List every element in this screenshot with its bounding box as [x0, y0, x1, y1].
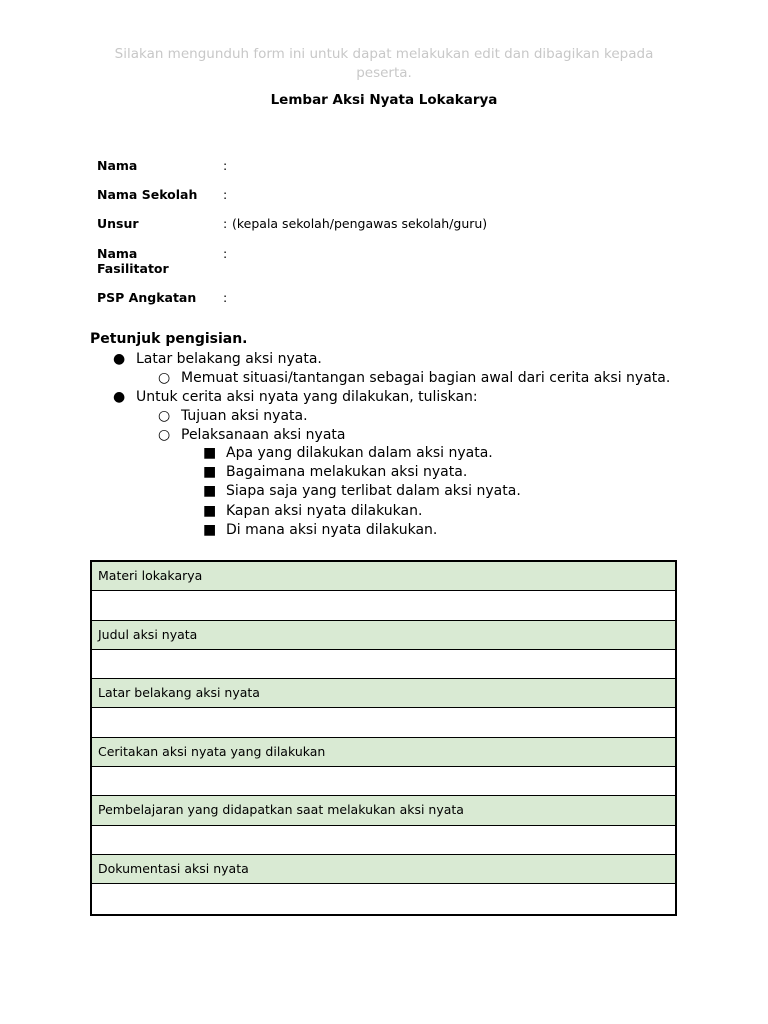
table-input-row[interactable]: [92, 884, 675, 913]
field-separator: :: [223, 158, 228, 173]
page-title: Lembar Aksi Nyata Lokakarya: [270, 92, 498, 108]
field-label: [97, 246, 207, 276]
section-label: Dokumentasi aksi nyata: [98, 860, 249, 876]
field-label: Unsur: [97, 216, 139, 231]
list-item-text: Apa yang dilakukan dalam aksi nyata.: [226, 445, 493, 461]
list-item-text: Tujuan aksi nyata.: [181, 408, 308, 424]
list-item-text: Bagaimana melakukan aksi nyata.: [226, 464, 468, 480]
table-section-header: [92, 621, 675, 650]
table-input-row[interactable]: [92, 708, 675, 737]
field-value[interactable]: (kepala sekolah/pengawas sekolah/guru): [232, 216, 488, 231]
field-separator: :: [223, 216, 228, 231]
section-label: Judul aksi nyata: [98, 626, 198, 642]
table-section-header: [92, 796, 675, 825]
table-input-row[interactable]: [92, 591, 675, 620]
list-item-text: Di mana aksi nyata dilakukan.: [226, 522, 438, 538]
list-item-text: Siapa saja yang terlibat dalam aksi nyata.: [226, 483, 521, 499]
list-item-text: Kapan aksi nyata dilakukan.: [226, 503, 423, 519]
section-label: Latar belakang aksi nyata: [98, 685, 260, 701]
table-section-header: [92, 855, 675, 884]
instructions-heading: Petunjuk pengisian.: [90, 331, 248, 347]
field-label: Nama: [97, 158, 138, 173]
field-label: PSP Angkatan: [97, 290, 197, 305]
table-input-row[interactable]: [92, 826, 675, 855]
field-separator: :: [223, 187, 228, 202]
list-item-text: Untuk cerita aksi nyata yang dilakukan, tuliskan:: [136, 389, 478, 405]
field-label-line: Fasilitator: [97, 261, 169, 276]
table-section-header: [92, 738, 675, 767]
hollow-bullet-icon: ○: [158, 370, 171, 386]
square-bullet-icon: ■: [203, 503, 217, 519]
field-label: Nama Sekolah: [97, 187, 198, 202]
hollow-bullet-icon: ○: [158, 427, 171, 443]
table-input-row[interactable]: [92, 650, 675, 679]
filled-bullet-icon: ●: [113, 351, 126, 367]
square-bullet-icon: ■: [203, 522, 217, 538]
filled-bullet-icon: ●: [113, 389, 126, 405]
section-label: Pembelajaran yang didapatkan saat melakukan aksi nyata: [98, 802, 464, 818]
square-bullet-icon: ■: [203, 445, 217, 461]
aksi-nyata-table: [90, 560, 677, 916]
table-section-header: [92, 562, 675, 591]
field-separator: :: [223, 290, 228, 305]
square-bullet-icon: ■: [203, 483, 217, 499]
field-label-line: Nama: [97, 246, 138, 261]
table-section-header: [92, 679, 675, 708]
table-input-row[interactable]: [92, 767, 675, 796]
hollow-bullet-icon: ○: [158, 408, 171, 424]
section-label: Ceritakan aksi nyata yang dilakukan: [98, 743, 326, 759]
square-bullet-icon: ■: [203, 464, 217, 480]
list-item-text: Pelaksanaan aksi nyata: [181, 427, 346, 443]
list-item-text: Memuat situasi/tantangan sebagai bagian awal dari cerita aksi nyata.: [181, 370, 671, 386]
section-label: Materi lokakarya: [98, 568, 203, 583]
field-separator: :: [223, 246, 228, 261]
download-notice: Silakan mengunduh form ini untuk dapat melakukan edit dan dibagikan kepada peserta.: [114, 46, 654, 81]
list-item-text: Latar belakang aksi nyata.: [136, 351, 322, 367]
